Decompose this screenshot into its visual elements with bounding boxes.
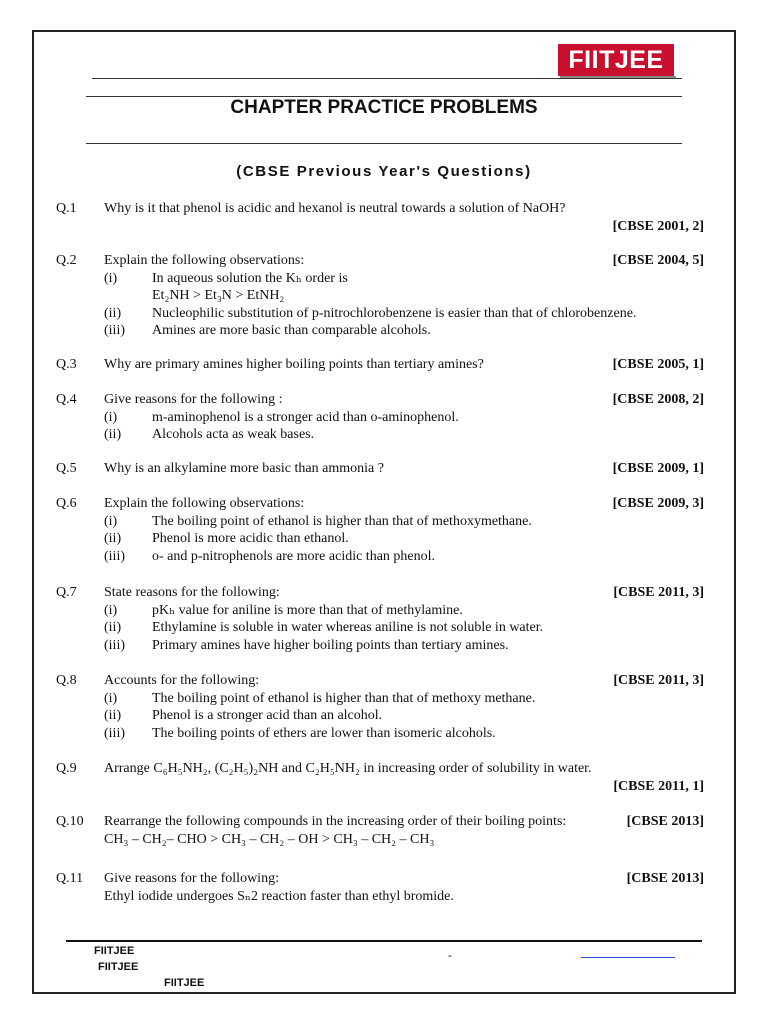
- question-number: Q.1: [56, 201, 77, 216]
- sub-question-text: Et₂NH > Et₃N > EtNH₂: [152, 288, 285, 303]
- question-8: [56, 672, 704, 742]
- sub-question: [56, 530, 704, 548]
- question-number: Q.7: [56, 585, 77, 600]
- question-1: [56, 200, 704, 235]
- exam-reference: [CBSE 2004, 5]: [612, 253, 704, 268]
- footer-link[interactable]: [581, 957, 675, 958]
- question-row: [56, 200, 704, 218]
- question-text: Explain the following observations:: [104, 253, 305, 268]
- sub-question-text: The boiling points of ethers are lower than isomeric alcohols.: [152, 725, 496, 741]
- exam-reference: [CBSE 2009, 3]: [612, 496, 704, 511]
- sub-question: [56, 619, 704, 637]
- exam-reference: [CBSE 2005, 1]: [612, 357, 704, 372]
- sub-question: [56, 322, 704, 340]
- question-number: Q.10: [56, 814, 84, 829]
- question-text: Why are primary amines higher boiling points than tertiary amines?: [104, 357, 484, 372]
- question-7: [56, 584, 704, 654]
- sub-question-text: Phenol is a stronger acid than an alcohol.: [152, 708, 383, 723]
- footer-brand-2: FIITJEE: [98, 961, 139, 973]
- question-text: Accounts for the following:: [104, 673, 260, 688]
- question-row: [56, 813, 704, 831]
- footer-dash: -: [448, 948, 452, 962]
- sub-question: [56, 725, 704, 743]
- footer-rule: [66, 940, 702, 942]
- exam-reference: [CBSE 2011, 1]: [613, 778, 704, 794]
- sub-question-number: (iii): [104, 725, 125, 741]
- question-row: [56, 672, 704, 690]
- sub-question-number: (i): [104, 270, 118, 286]
- sub-question-text: m-aminophenol is a stronger acid than o-aminophenol.: [152, 409, 459, 425]
- question-row: [56, 870, 704, 888]
- question-row: [56, 391, 704, 409]
- question-number: Q.3: [56, 357, 77, 372]
- sub-question-number: (ii): [104, 305, 122, 321]
- question-3: [56, 356, 704, 374]
- sub-question-text: Amines are more basic than comparable alcohols.: [152, 323, 431, 338]
- sub-question: [56, 513, 704, 531]
- sub-question-number: (i): [104, 602, 118, 618]
- question-number: Q.11: [56, 871, 84, 886]
- question-text: Give reasons for the following :: [104, 392, 283, 407]
- question-text: Give reasons for the following:: [104, 871, 279, 886]
- sub-question: [56, 426, 704, 444]
- question-text: Why is an alkylamine more basic than ammonia ?: [104, 461, 384, 476]
- question-number: Q.2: [56, 253, 77, 268]
- sub-question: [56, 305, 704, 323]
- sub-question-text: Primary amines have higher boiling points than tertiary amines.: [152, 637, 509, 653]
- sub-question: [56, 287, 704, 305]
- question-row: [56, 252, 704, 270]
- question-text: Why is it that phenol is acidic and hexanol is neutral towards a solution of NaOH?: [104, 201, 566, 216]
- fiitjee-logo: FIITJEE: [558, 44, 674, 76]
- continuation-text: Ethyl iodide undergoes Sₙ2 reaction faster than ethyl bromide.: [104, 888, 454, 904]
- exam-reference: [CBSE 2013]: [626, 871, 704, 886]
- sub-question-text: Nucleophilic substitution of p-nitrochlorobenzene is easier than that of chlorobenzene.: [152, 305, 637, 321]
- sub-question-number: (ii): [104, 531, 122, 546]
- sub-question-text: Phenol is more acidic than ethanol.: [152, 531, 349, 546]
- exam-reference: [CBSE 2008, 2]: [612, 392, 704, 407]
- sub-question-number: (i): [104, 690, 118, 706]
- question-continuation: [56, 888, 704, 906]
- header-rule-top: [92, 78, 682, 79]
- sub-question: [56, 409, 704, 427]
- sub-question-text: The boiling point of ethanol is higher than that of methoxymethane.: [152, 513, 532, 529]
- question-2: [56, 252, 704, 340]
- sub-question-number: (ii): [104, 427, 122, 442]
- sub-question-text: Alcohols acta as weak bases.: [152, 427, 315, 442]
- sub-question: [56, 637, 704, 655]
- sub-question: [56, 548, 704, 566]
- question-5: [56, 460, 704, 478]
- question-row: [56, 460, 704, 478]
- sub-question-number: (iii): [104, 548, 125, 564]
- footer-brand-1: FIITJEE: [94, 945, 135, 957]
- sub-question-number: (iii): [104, 637, 125, 653]
- sub-question-number: (i): [104, 409, 118, 425]
- footer-brand-3: FIITJEE: [164, 977, 205, 989]
- question-10: [56, 813, 704, 848]
- exam-reference: [CBSE 2001, 2]: [612, 218, 704, 234]
- sub-question: [56, 690, 704, 708]
- header-rule-bottom: [86, 143, 682, 144]
- exam-reference: [CBSE 2009, 1]: [612, 461, 704, 476]
- sub-question: [56, 270, 704, 288]
- question-continuation: [56, 831, 704, 849]
- exam-reference: [CBSE 2011, 3]: [613, 673, 704, 688]
- sub-question-number: (iii): [104, 323, 125, 338]
- question-row: [56, 356, 704, 374]
- question-number: Q.9: [56, 761, 77, 776]
- sub-question: [56, 707, 704, 725]
- sub-question-number: (ii): [104, 620, 122, 635]
- question-text: Rearrange the following compounds in the increasing order of their boiling points:: [104, 814, 567, 829]
- sub-question-text: pKₕ value for aniline is more than that of methylamine.: [152, 602, 463, 618]
- sub-question: [56, 602, 704, 620]
- sub-question-text: o- and p-nitrophenols are more acidic than phenol.: [152, 548, 436, 564]
- page-subtitle: (CBSE Previous Year's Questions): [236, 163, 532, 180]
- question-text: Arrange C₆H₅NH₂, (C₂H₅)₂NH and C₂H₅NH₂ in increasing order of solubility in water.: [104, 761, 592, 776]
- question-text: State reasons for the following:: [104, 585, 280, 600]
- exam-reference: [CBSE 2013]: [626, 814, 704, 829]
- question-row: [56, 760, 704, 778]
- page-title: CHAPTER PRACTICE PROBLEMS: [230, 97, 538, 118]
- question-number: Q.5: [56, 461, 77, 476]
- question-number: Q.8: [56, 673, 77, 688]
- question-4: [56, 391, 704, 444]
- question-9: [56, 760, 704, 795]
- question-6: [56, 495, 704, 565]
- question-row: [56, 584, 704, 602]
- sub-question-text: Ethylamine is soluble in water whereas aniline is not soluble in water.: [152, 620, 544, 635]
- sub-question-text: In aqueous solution the Kₕ order is: [152, 270, 348, 286]
- exam-reference: [CBSE 2011, 3]: [613, 585, 704, 600]
- question-number: Q.4: [56, 392, 77, 407]
- question-text: Explain the following observations:: [104, 496, 305, 511]
- question-row: [56, 495, 704, 513]
- sub-question-number: (ii): [104, 708, 122, 723]
- question-11: [56, 870, 704, 905]
- continuation-text: CH₃ – CH₂– CHO > CH₃ – CH₂ – OH > CH₃ – CH₂ – CH₃: [104, 831, 435, 847]
- sub-question-number: (i): [104, 513, 118, 529]
- sub-question-text: The boiling point of ethanol is higher than that of methoxy methane.: [152, 690, 536, 706]
- question-number: Q.6: [56, 496, 77, 511]
